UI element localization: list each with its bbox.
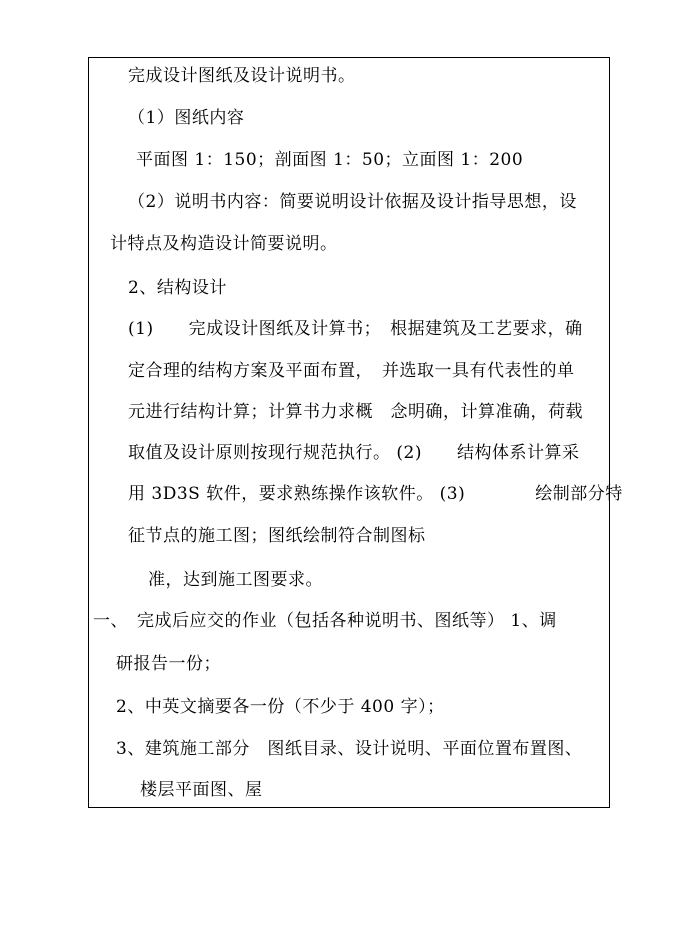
text-line-15: 研报告一份； [116,654,221,674]
text-line-12: 征节点的施工图；图纸绘制符合制图标 [128,526,426,546]
text-line-2: （1）图纸内容 [128,108,245,128]
text-line-8: 定合理的结构方案及平面布置， 并选取一具有代表性的单 [128,361,575,381]
text-line-13: 准，达到施工图要求。 [148,570,323,590]
text-line-10: 取值及设计原则按现行规范执行。 (2) 结构体系计算采 [128,443,580,463]
text-line-18: 楼层平面图、屋 [140,780,263,800]
text-line-4: （2）说明书内容：简要说明设计依据及设计指导思想，设 [128,192,577,212]
text-line-9: 元进行结构计算；计算书力求概 念明确，计算准确，荷载 [128,402,583,422]
text-line-11: 用 3D3S 软件，要求熟练操作该软件。 (3) 绘制部分特 [128,484,623,504]
text-line-5: 计特点及构造设计简要说明。 [110,234,338,254]
text-line-6: 2、结构设计 [128,278,227,298]
text-line-7: (1) 完成设计图纸及计算书； 根据建筑及工艺要求，确 [128,319,583,339]
text-line-1: 完成设计图纸及设计说明书。 [128,66,356,86]
text-line-16: 2、中英文摘要各一份（不少于 400 字）； [116,697,445,717]
text-line-17: 3、建筑施工部分 图纸目录、设计说明、平面位置布置图、 [116,739,583,759]
text-line-14: 一、 完成后应交的作业（包括各种说明书、图纸等） 1、调 [93,611,557,631]
text-line-3: 平面图 1：150；剖面图 1：50；立面图 1：200 [136,150,524,170]
